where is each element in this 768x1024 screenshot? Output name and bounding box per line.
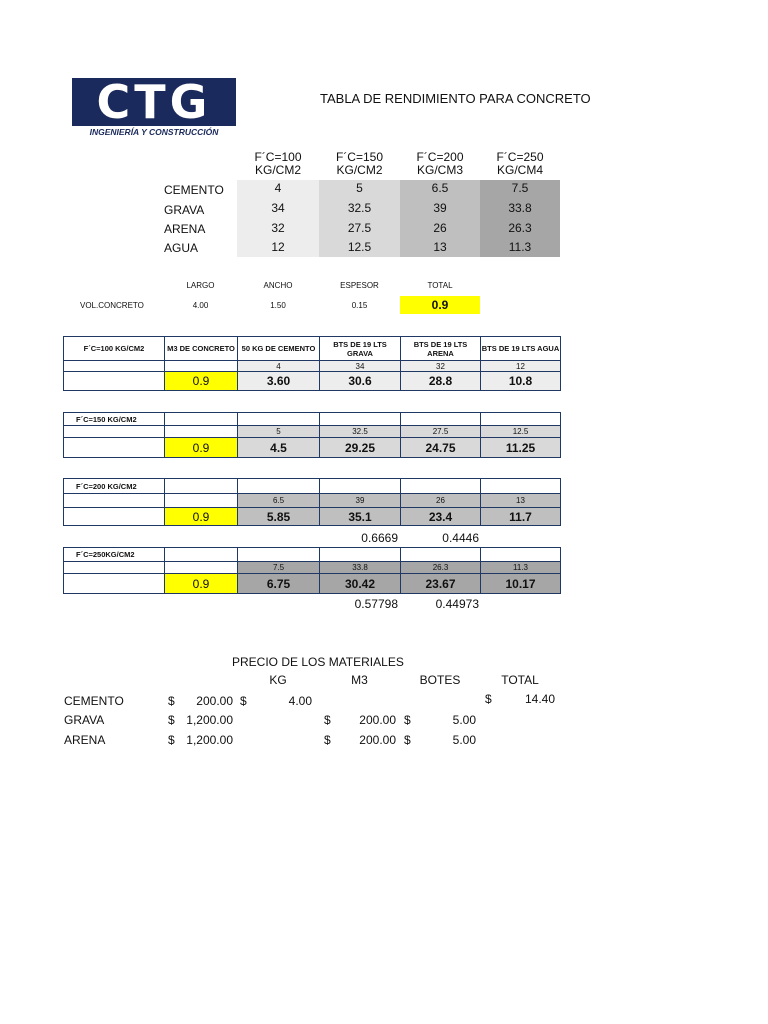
price-value: 200.00 — [196, 694, 233, 708]
header-fc150-line2: KG/CM2 — [336, 163, 383, 177]
logo-subtitle: INGENIERÍA Y CONSTRUCCIÓN — [89, 127, 219, 137]
cell: 32.5 — [347, 201, 372, 215]
table-title: F´C=100 KG/CM2 — [64, 337, 165, 361]
m3-cell: 0.9 — [165, 574, 238, 594]
cell: 32 — [271, 221, 285, 235]
blank-cell — [320, 548, 401, 562]
currency-symbol: $ — [324, 713, 331, 727]
factor-cell: 39 — [320, 494, 401, 508]
blank-cell — [165, 413, 238, 426]
blank-cell — [165, 562, 238, 574]
vol-header-largo: LARGO — [186, 281, 215, 290]
result-cell: 35.1 — [320, 508, 401, 526]
extra-value: 0.4446 — [442, 531, 479, 545]
m3-cell: 0.9 — [165, 372, 238, 391]
factor-cell: 5 — [238, 426, 320, 438]
currency-symbol: $ — [168, 694, 175, 708]
blank-cell — [165, 548, 238, 562]
table-fc100 — [63, 336, 561, 391]
blank-cell — [64, 438, 165, 458]
header-fc100-line1: F´C=100 — [254, 150, 302, 164]
header-fc200-line1: F´C=200 — [416, 150, 464, 164]
result-cell: 5.85 — [238, 508, 320, 526]
col-header: BTS DE 19 LTS ARENA — [401, 337, 481, 361]
factor-cell: 11.3 — [481, 562, 561, 574]
header-fc150 — [319, 151, 400, 177]
m3-value: 200.00 — [359, 733, 396, 747]
result-cell: 11.7 — [481, 508, 561, 526]
m3-cell: 0.9 — [165, 508, 238, 526]
result-cell: 23.4 — [401, 508, 481, 526]
botes-value: 5.00 — [452, 733, 476, 747]
vol-largo: 4.00 — [192, 301, 209, 310]
currency-symbol: $ — [404, 713, 411, 727]
blank-cell — [401, 413, 481, 426]
extra-value: 0.44973 — [435, 597, 479, 611]
blank-cell — [64, 426, 165, 438]
company-logo — [72, 75, 236, 138]
price-value: 1,200.00 — [186, 733, 233, 747]
blank-cell — [401, 548, 481, 562]
extra-value: 0.6669 — [361, 531, 398, 545]
row-label-agua: AGUA — [164, 241, 199, 255]
blank-cell — [165, 479, 238, 494]
row-label-arena: ARENA — [164, 222, 206, 236]
blank-cell — [64, 562, 165, 574]
price-row-label: GRAVA — [64, 713, 105, 727]
cell: 6.5 — [431, 181, 449, 195]
blank-cell — [238, 413, 320, 426]
header-fc250 — [480, 151, 560, 177]
blank-cell — [320, 479, 401, 494]
blank-cell — [165, 361, 238, 372]
result-cell: 11.25 — [481, 438, 561, 458]
col-header: 50 KG DE CEMENTO — [238, 337, 320, 361]
prices-header-total: TOTAL — [501, 673, 539, 687]
header-fc200 — [400, 151, 480, 177]
currency-symbol: $ — [240, 694, 247, 708]
header-fc200-line2: KG/CM3 — [416, 163, 463, 177]
factor-cell: 7.5 — [238, 562, 320, 574]
botes-value: 5.00 — [452, 713, 476, 727]
currency-symbol: $ — [168, 713, 175, 727]
factor-cell: 33.8 — [320, 562, 401, 574]
price-row-label: CEMENTO — [64, 694, 124, 708]
blank-cell — [165, 494, 238, 508]
blank-cell — [238, 548, 320, 562]
blank-cell — [64, 494, 165, 508]
cell: 5 — [356, 181, 363, 195]
kg-value: 4.00 — [288, 694, 312, 708]
result-cell: 6.75 — [238, 574, 320, 594]
table-fc200 — [63, 478, 561, 526]
row-label-grava: GRAVA — [164, 203, 205, 217]
blank-cell — [64, 372, 165, 391]
row-label-cemento: CEMENTO — [164, 183, 224, 197]
cell: 12 — [271, 240, 285, 254]
cell: 11.3 — [508, 240, 532, 254]
vol-espesor: 0.15 — [351, 301, 368, 310]
header-fc100 — [237, 151, 319, 177]
result-cell: 30.42 — [320, 574, 401, 594]
cell: 33.8 — [508, 201, 532, 215]
blank-cell — [64, 508, 165, 526]
m3-value: 200.00 — [359, 713, 396, 727]
result-cell: 4.5 — [238, 438, 320, 458]
cell: 12.5 — [347, 240, 372, 254]
vol-header-ancho: ANCHO — [263, 281, 293, 290]
factor-cell: 32 — [401, 361, 481, 372]
vol-header-total: TOTAL — [427, 281, 453, 290]
logo-text: CTG — [96, 75, 212, 129]
factor-cell: 32.5 — [320, 426, 401, 438]
result-cell: 10.8 — [481, 372, 561, 391]
vol-ancho: 1.50 — [270, 301, 286, 310]
blank-cell — [481, 479, 561, 494]
blank-cell — [64, 574, 165, 594]
price-value: 1,200.00 — [186, 713, 233, 727]
currency-symbol: $ — [485, 692, 492, 706]
table-fc250 — [63, 547, 561, 594]
logo-box — [72, 75, 236, 129]
table-title: F´C=150 KG/CM2 — [64, 413, 165, 426]
prices-header-kg: KG — [269, 673, 287, 687]
result-cell: 3.60 — [238, 372, 320, 391]
prices-header-m3: M3 — [351, 673, 368, 687]
factor-cell: 34 — [320, 361, 401, 372]
prices-title: PRECIO DE LOS MATERIALES — [232, 655, 404, 669]
cell: 7.5 — [511, 181, 529, 195]
col-header: BTS DE 19 LTS AGUA — [481, 337, 561, 361]
col-header: M3 DE CONCRETO — [165, 337, 238, 361]
result-cell: 23.67 — [401, 574, 481, 594]
result-cell: 28.8 — [401, 372, 481, 391]
factor-cell: 26.3 — [401, 562, 481, 574]
table-title: F´C=200 KG/CM2 — [64, 479, 165, 494]
extra-value: 0.57798 — [354, 597, 398, 611]
cell: 13 — [433, 240, 447, 254]
blank-cell — [401, 479, 481, 494]
vol-total: 0.9 — [400, 296, 480, 314]
blank-cell — [481, 413, 561, 426]
page-title: TABLA DE RENDIMIENTO PARA CONCRETO — [320, 91, 591, 106]
factor-cell: 12.5 — [481, 426, 561, 438]
blank-cell — [64, 361, 165, 372]
factor-cell: 26 — [401, 494, 481, 508]
cell: 39 — [433, 201, 447, 215]
result-cell: 10.17 — [481, 574, 561, 594]
factor-cell: 27.5 — [401, 426, 481, 438]
m3-cell: 0.9 — [165, 438, 238, 458]
header-fc250-line1: F´C=250 — [496, 150, 544, 164]
result-cell: 29.25 — [320, 438, 401, 458]
table-title: F´C=250KG/CM2 — [64, 548, 165, 562]
price-row-label: ARENA — [64, 733, 106, 747]
prices-header-botes: BOTES — [419, 673, 461, 687]
cell: 26.3 — [508, 221, 532, 235]
cell: 4 — [274, 181, 282, 195]
currency-symbol: $ — [404, 733, 411, 747]
currency-symbol: $ — [324, 733, 331, 747]
factor-cell: 13 — [481, 494, 561, 508]
blank-cell — [320, 413, 401, 426]
header-fc100-line2: KG/CM2 — [254, 163, 301, 177]
blank-cell — [481, 548, 561, 562]
total-value: 14.40 — [524, 692, 555, 706]
result-cell: 30.6 — [320, 372, 401, 391]
blank-cell — [238, 479, 320, 494]
currency-symbol: $ — [168, 733, 175, 747]
header-fc250-line2: KG/CM4 — [496, 163, 543, 177]
vol-label: VOL.CONCRETO — [80, 301, 144, 310]
factor-cell: 4 — [238, 361, 320, 372]
vol-header-espesor: ESPESOR — [340, 281, 379, 290]
cell: 34 — [271, 201, 285, 215]
blank-cell — [165, 426, 238, 438]
cell: 26 — [433, 221, 447, 235]
result-cell: 24.75 — [401, 438, 481, 458]
factor-cell: 6.5 — [238, 494, 320, 508]
factor-cell: 12 — [481, 361, 561, 372]
header-fc150-line1: F´C=150 — [335, 150, 384, 164]
table-fc150 — [63, 412, 561, 458]
col-header: BTS DE 19 LTS GRAVA — [320, 337, 401, 361]
cell: 27.5 — [347, 221, 372, 235]
